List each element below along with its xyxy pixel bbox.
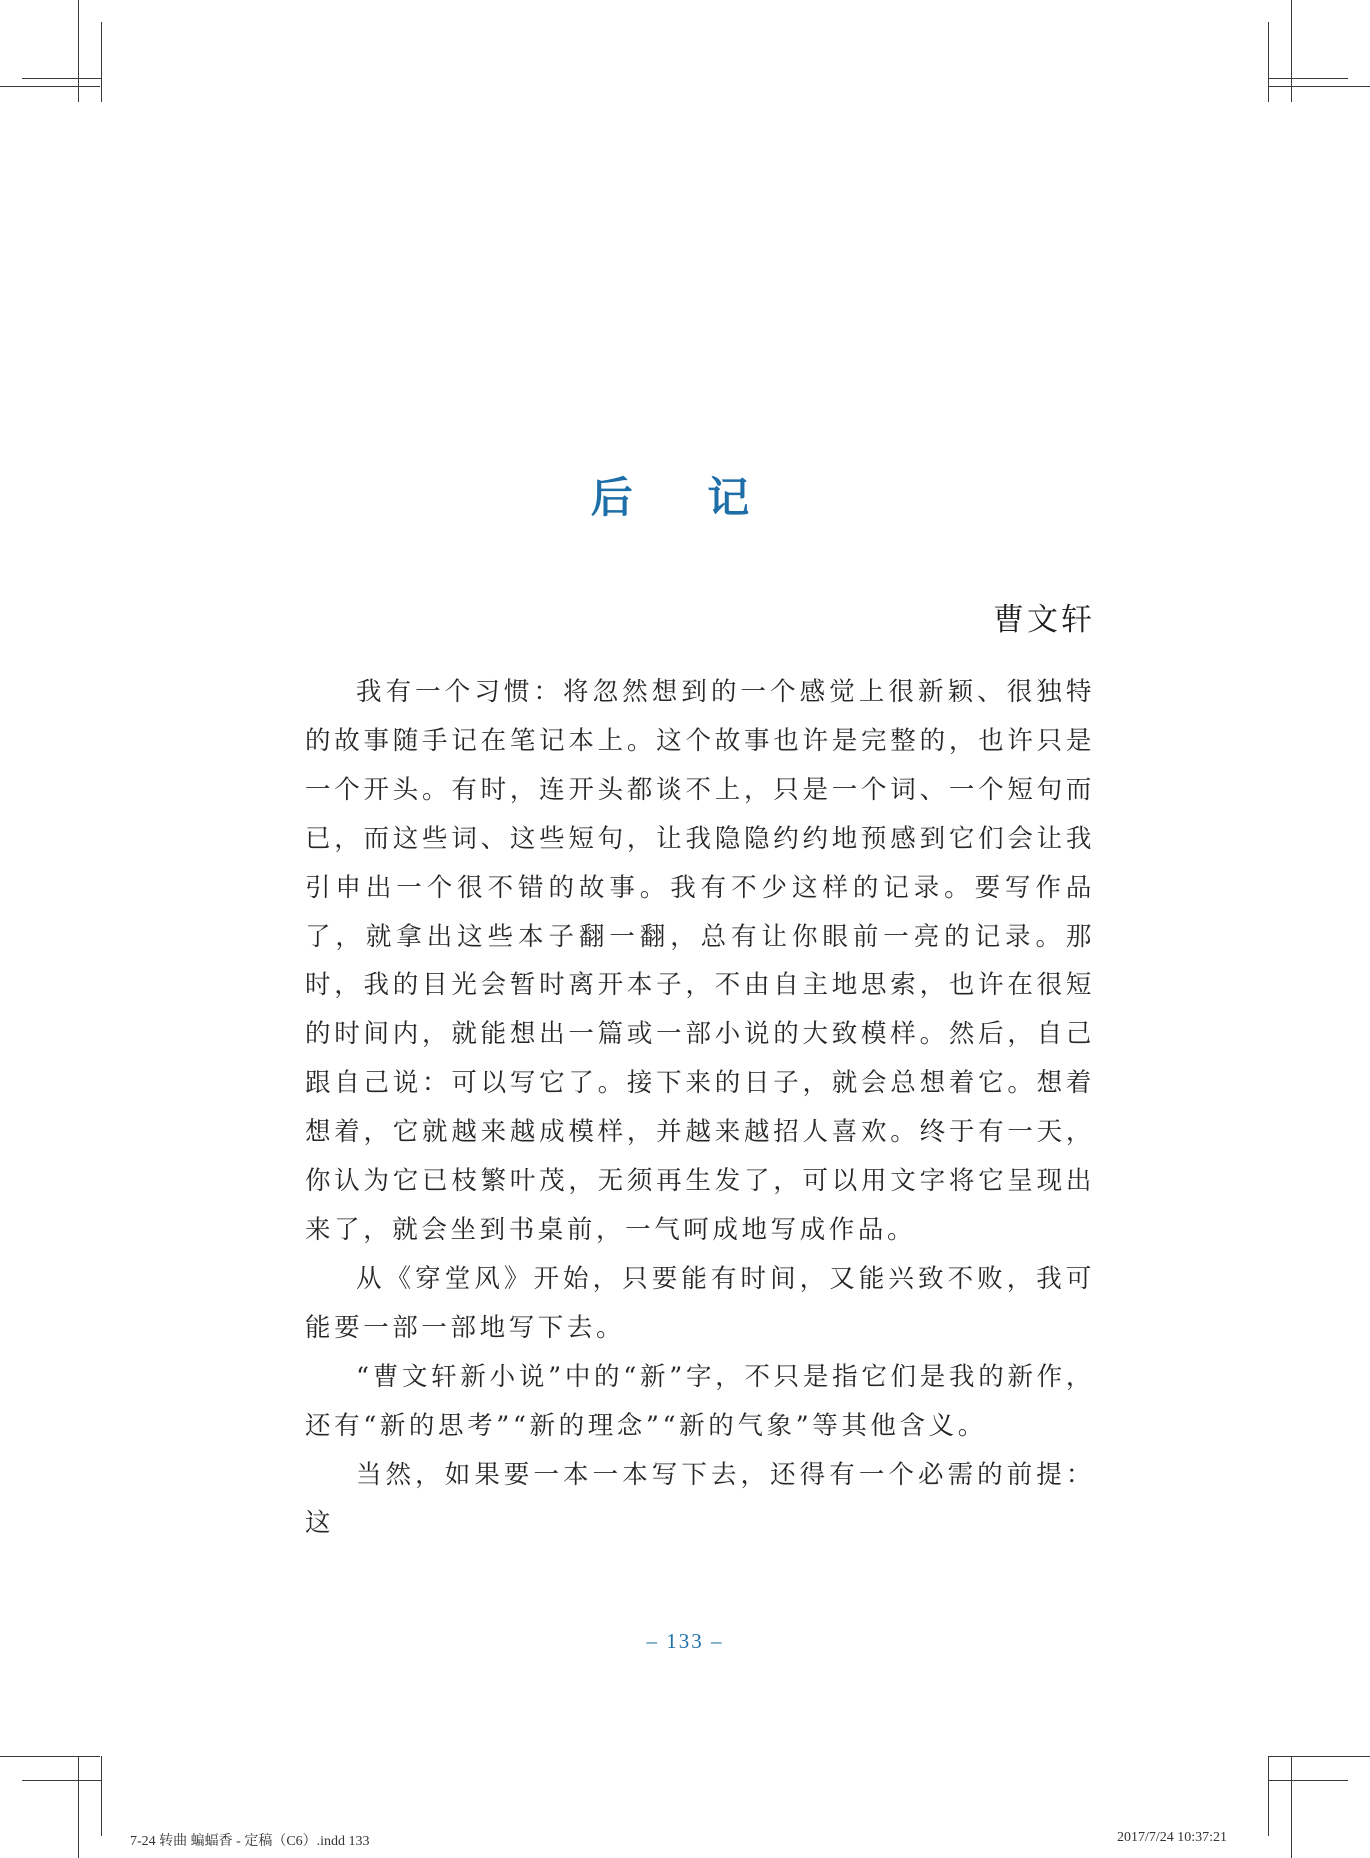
crop-mark <box>101 22 102 102</box>
crop-mark <box>101 1756 102 1836</box>
crop-mark <box>1291 1756 1292 1858</box>
page-title: 后 记 <box>590 473 780 522</box>
author-name: 曹文轩 <box>993 602 1095 638</box>
paragraph: 我有一个习惯：将忽然想到的一个感觉上很新颖、很独特的故事随手记在笔记本上。这个故事也许是完整的，也许只是一个开头。有时，连开头都谈不上，只是一个词、一个短句而已，而这些词、这些短句，让我隐隐约约地预感到它们会让我引申出一个很不错的故事。我有不少这样的记录。要写作品了，就拿出这些本子翻一翻，总有让你眼前一亮的记录。那时，我的目光会暂时离开本子，不由自主地思索，也许在很短的时间内，就能想出一篇或一部小说的大致模样。然后，自己跟自己说：可以写它了。接下来的日子，就会总想着它。想着想着，它就越来越成模样，并越来越招人喜欢。终于有一天，你认为它已枝繁叶茂，无须再生发了，可以用文字将它呈现出来了，就会坐到书桌前，一气呵成地写成作品。 <box>305 677 1095 1245</box>
body-text <box>305 668 1095 1548</box>
crop-mark <box>1268 78 1348 79</box>
crop-mark <box>1268 1756 1370 1757</box>
page-number: – 133 – <box>646 1629 724 1653</box>
crop-mark <box>0 86 100 87</box>
print-slug-filename: 7-24 转曲 蝙蝠香 - 定稿（C6）.indd 133 <box>130 1834 370 1849</box>
crop-mark <box>1268 1756 1269 1836</box>
print-slug-timestamp: 2017/7/24 10:37:21 <box>1116 1830 1227 1845</box>
crop-mark <box>1268 22 1269 102</box>
crop-mark <box>1268 86 1370 87</box>
crop-mark <box>78 0 79 102</box>
paragraph: 从《穿堂风》开始，只要能有时间，又能兴致不败，我可能要一部一部地写下去。 <box>305 1263 1095 1343</box>
paragraph: “曹文轩新小说”中的“新”字，不只是指它们是我的新作，还有“新的思考”“新的理念”“新的气象”等其他含义。 <box>305 1361 1095 1441</box>
crop-mark <box>22 78 102 79</box>
crop-mark <box>0 1756 100 1757</box>
crop-mark <box>1291 0 1292 102</box>
paragraph: 当然，如果要一本一本写下去，还得有一个必需的前提：这 <box>305 1459 1095 1539</box>
crop-mark <box>1268 1780 1348 1781</box>
crop-mark <box>78 1756 79 1858</box>
crop-mark <box>22 1780 102 1781</box>
